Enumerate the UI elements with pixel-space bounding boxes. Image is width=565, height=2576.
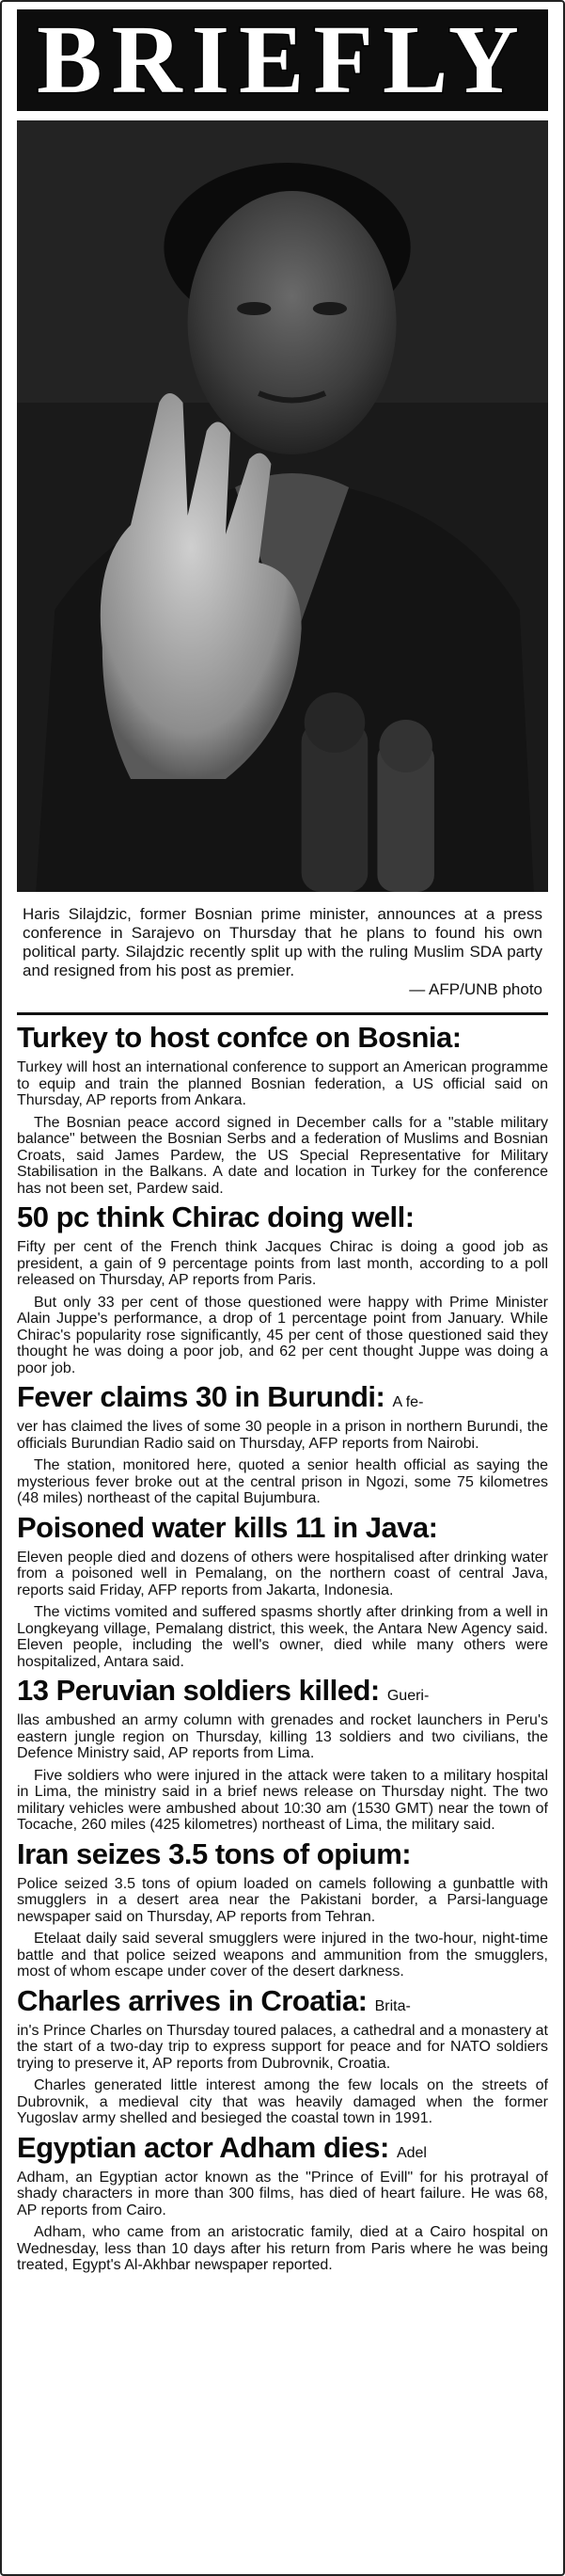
article-paragraph: Eleven people died and dozens of others were hospitalised after drinking water from a poisoned well in Pemalang, on the northern coast of central Java, reports said Friday, AFP reports from Jakarta, Indonesia. bbox=[17, 1549, 548, 1598]
article-headline: Fever claims 30 in Burundi: A fe- bbox=[17, 1380, 424, 1413]
article-paragraph: Adham, an Egyptian actor known as the "Prince of Evill" for his protrayal of shady characters in more than 300 films, has died of heart failure. He was 68, AP reports from Cairo. bbox=[17, 2169, 548, 2218]
masthead-title: BRIEFLY bbox=[37, 6, 528, 114]
article-headline: Turkey to host confce on Bosnia: bbox=[17, 1021, 462, 1054]
article-item bbox=[17, 1202, 548, 1376]
article-headline: Egyptian actor Adham dies: Adel bbox=[17, 2130, 427, 2164]
photo-caption bbox=[23, 905, 542, 999]
article-paragraph: The station, monitored here, quoted a senior health official as saying the mysterious fever broke out at the central prison in Ngozi, some 75 kilometres (48 miles) northeast of the capital Bujumbura. bbox=[17, 1457, 548, 1506]
article-item bbox=[17, 1983, 548, 2127]
divider bbox=[17, 1012, 548, 1015]
article-item bbox=[17, 1023, 548, 1197]
article-paragraph: Fifty per cent of the French think Jacques Chirac is doing a good job as president, a gain of 9 percentage points from last month, according to a poll released on Thursday, AP reports from Paris. bbox=[17, 1239, 548, 1288]
article-item bbox=[17, 1382, 548, 1507]
man-portrait-photo-icon bbox=[17, 120, 548, 892]
article-headline: Iran seizes 3.5 tons of opium: bbox=[17, 1837, 412, 1870]
article-paragraph: The victims vomited and suffered spasms shortly after drinking from a well in Longkeyang village, Pemalang district, this week, the Antara New Agency said. Eleven people, including the well's owner, died while many others were hospitalized, Antara said. bbox=[17, 1604, 548, 1670]
article-headline: 50 pc think Chirac doing well: bbox=[17, 1201, 415, 1233]
caption-text: Haris Silajdzic, former Bosnian prime minister, announces at a press conference in Sarajevo on Thursday that he plans to found his own political party. Silajdzic recently split up with the ruling Muslim SDA party and resigned from his post as premier. bbox=[23, 905, 542, 979]
article-headline: Charles arrives in Croatia: Brita- bbox=[17, 1983, 411, 2017]
article-paragraph: Etelaat daily said several smugglers were injured in the two-hour, night-time battle and that police seized weapons and ammunition from the smugglers, most of whom escape under cover of the desert darkness. bbox=[17, 1931, 548, 1980]
article-paragraph: ver has claimed the lives of some 30 people in a prison in northern Burundi, the officials Burundian Radio said on Thursday, AFP reports from Nairobi. bbox=[17, 1419, 548, 1452]
article-headline: 13 Peruvian soldiers killed: Gueri- bbox=[17, 1674, 430, 1707]
article-headline: Poisoned water kills 11 in Java: bbox=[17, 1510, 438, 1544]
article-paragraph: Five soldiers who were injured in the attack were taken to a military hospital in Lima, the ministry said in a brief news release on Thursday night. The two military vehicles were ambushed about 10:30 am (1530 GMT) near the town of Tocache, 260 miles (425 kilometres) northeast of Lima, the military said. bbox=[17, 1767, 548, 1833]
article-paragraph: The Bosnian peace accord signed in December calls for a "stable military balance" between the Bosnian Serbs and a federation of Muslims and Bosnian Croats, said James Pardew, the US Special Representative for Military Stabilisation in the Balkans. A date and location in Turkey for the conference has not been set, Pardew said. bbox=[17, 1114, 548, 1197]
masthead bbox=[17, 6, 548, 114]
article-item bbox=[17, 2130, 548, 2274]
article-paragraph: Police seized 3.5 tons of opium loaded on camels following a gunbattle with smugglers in a desert area near the Pakistani border, a Parsi-language newspaper said on Thursday, AP reports from Tehran. bbox=[17, 1875, 548, 1925]
article-paragraph: Adham, who came from an aristocratic family, died at a Cairo hospital on Wednesday, less than 10 days after his return from Paris where he was being treated, Egypt's Al-Akhbar newspaper reported. bbox=[17, 2224, 548, 2273]
article-paragraph: But only 33 per cent of those questioned were happy with Prime Minister Alain Juppe's performance, a drop of 1 percentage point from January. While Chirac's popularity rose significantly, 45 per cent of those questioned said they thought he was doing a poor job, and 62 per cent thought Juppe was doing a poor job. bbox=[17, 1294, 548, 1376]
photo-credit: — AFP/UNB photo bbox=[409, 980, 542, 998]
article-paragraph: llas ambushed an army column with grenades and rocket launchers in Peru's eastern jungle region on Thursday, killing 13 soldiers and two civilians, the Defence Ministry said, AP reports from Lima. bbox=[17, 1712, 548, 1761]
news-photo bbox=[17, 120, 548, 892]
article-paragraph: Turkey will host an international conference to support an American programme to equip and train the planned Bosnian federation, a US official said on Thursday, AP reports from Ankara. bbox=[17, 1059, 548, 1108]
article-item bbox=[17, 1510, 548, 1671]
article-item bbox=[17, 1839, 548, 1980]
article-item bbox=[17, 1676, 548, 1834]
article-paragraph: in's Prince Charles on Thursday toured palaces, a cathedral and a monastery at the start of a two-day trip to express support for peace and for NATO soldiers trying to preserve it, AP reports from Dubrovnik, Croatia. bbox=[17, 2022, 548, 2072]
article-paragraph: Charles generated little interest among the few locals on the streets of Dubrovnik, a medieval city that was heavily damaged when the former Yugoslav army shelled and besieged the coastal town in 1991. bbox=[17, 2077, 548, 2126]
